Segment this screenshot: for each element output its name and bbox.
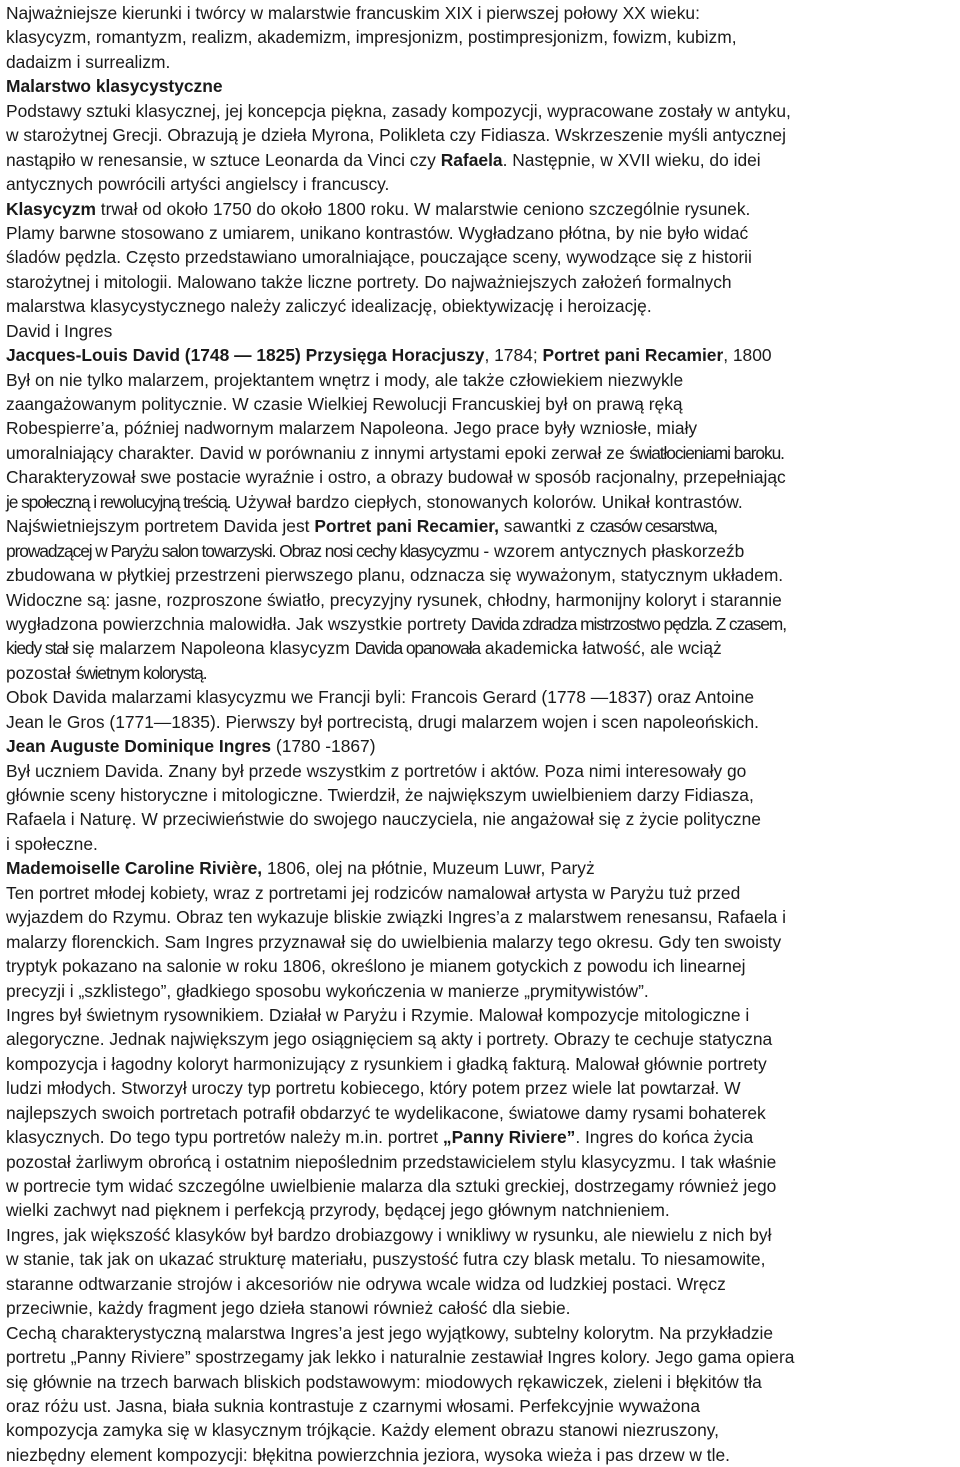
- text-run-condensed: Davida zdradza mistrzostwo pędzla. Z czasem,: [470, 613, 786, 634]
- text-line: [6, 636, 954, 660]
- text-line: oraz różu ust. Jasna, biała suknia kontrastuje z czarnymi włosami. Perfekcyjnie wyważona: [6, 1395, 700, 1416]
- text-line: malarzy florenckich. Sam Ingres przyznawał się do uwielbienia malarzy tego okresu. Gdy ten swoisty: [6, 931, 782, 952]
- bold-run: Jacques-Louis David (1748 — 1825) Przysięga Horacjuszy: [6, 345, 485, 366]
- text-line: przeciwnie, każdy fragment jego dzieła stanowi również całość dla siebie.: [6, 1298, 571, 1319]
- text-line: Robespierre’a, później nadwornym malarzem Napoleona. Jego prace były wzniosłe, miały: [6, 418, 698, 439]
- text-line: Obok Davida malarzami klasycyzmu we Francji byli: Francois Gerard (1778 —1837) oraz Antoine: [6, 687, 755, 708]
- text-line: i społeczne.: [6, 833, 98, 854]
- text-line: głównie sceny historyczne i mitologiczne. Twierdził, że największym uwielbieniem darzy Fidiasza,: [6, 785, 754, 805]
- bold-run: Mademoiselle Caroline Rivière,: [6, 858, 263, 879]
- text-line: [6, 148, 954, 172]
- text-line: malarstwa klasycystycznego należy zaliczyć idealizację, obiektywizację i heroizację.: [6, 296, 652, 317]
- text-run: , 1800: [723, 345, 772, 366]
- text-line: Ingres był świetnym rysownikiem. Działał w Paryżu i Rzymie. Malował kompozycje mitologiczne i: [6, 1004, 750, 1025]
- section-heading-text: Malarstwo klasycystyczne: [6, 76, 223, 97]
- text-line: [6, 490, 954, 514]
- text-run: wygładzona powierzchnia malowidła. Jak wszystkie portrety: [6, 613, 471, 634]
- text-line: wielki zachwyt nad pięknem i perfekcją przyrody, będącej jego głównym natchnieniem.: [6, 1200, 670, 1221]
- text-line: klasycyzm, romantyzm, realizm, akademizm, impresjonizm, postimpresjonizm, fowizm, kubizm,: [6, 27, 737, 48]
- text-run-condensed: kiedy stał: [6, 638, 68, 659]
- bold-run: Portret pani Recamier,: [314, 516, 499, 537]
- text-run: pozostał: [6, 662, 76, 683]
- text-line: [6, 612, 954, 636]
- text-line: Podstawy sztuki klasycznej, jej koncepcja piękna, zasady kompozycji, wypracowane zostały w antyku,: [6, 100, 791, 121]
- text-line: Widoczne są: jasne, rozproszone światło, precyzyjny rysunek, chłodny, harmonijny koloryt i starannie: [6, 589, 782, 610]
- text-run: , 1784;: [484, 345, 543, 366]
- text-run-condensed: czasów cesarstwa,: [589, 516, 718, 537]
- text-line: Charakteryzował swe postacie wyraźnie i ostro, a obrazy budował w sposób racjonalny, przepełniając: [6, 467, 786, 488]
- text-line: Cechą charakterystyczną malarstwa Ingres’a jest jego wyjątkowy, subtelny kolorytm. Na przykładzie: [6, 1322, 774, 1343]
- section-heading: [6, 74, 954, 98]
- artist-heading: [6, 343, 954, 367]
- text-line: [6, 1125, 954, 1149]
- text-run: akademicka łatwość, ale wciąż: [480, 638, 722, 659]
- text-line: w portrecie tym widać szczególne uwielbienie malarza dla sztuki greckiej, dostrzegamy również jego: [6, 1176, 777, 1196]
- text-line: dadaizm i surrealizm.: [6, 51, 171, 72]
- text-run: Używał bardzo ciepłych, stonowanych kolorów. Unikał kontrastów.: [230, 491, 743, 512]
- text-run: 1806, olej na płótnie, Muzeum Luwr, Paryż: [262, 858, 595, 879]
- text-line: ludzi młodych. Stworzył uroczy typ portretu kobiecego, który potem przez wiele lat powtarzał. W: [6, 1078, 741, 1099]
- text-line: Najważniejsze kierunki i twórcy w malarstwie francuskim XIX i pierwszej połowy XX wieku:: [6, 3, 700, 23]
- text-line: pozostał żarliwym obrońcą i ostatnim niepoślednim przedstawicielem stylu klasycyzmu. I tak właśnie: [6, 1151, 777, 1172]
- text-line: alegoryczne. Jednak największym jego osiągnięciem są akty i portrety. Obrazy te cechuje statyczna: [6, 1029, 773, 1050]
- text-run-condensed: Davida opanowała: [354, 638, 481, 659]
- text-line: zbudowana w płytkiej przestrzeni pierwszego planu, odznacza się wyważonym, statycznym układem.: [6, 565, 784, 586]
- text-run: Najświetniejszym portretem Davida jest: [6, 516, 315, 537]
- text-line: Ten portret młodej kobiety, wraz z portretami jej rodziców namalował artysta w Paryżu tuż przed: [6, 882, 741, 903]
- bold-run: „Panny Riviere”: [442, 1127, 576, 1148]
- subsection-heading: David i Ingres: [6, 320, 113, 341]
- text-line: Był uczniem Davida. Znany był przede wszystkim z portretów i aktów. Poza nimi interesowały go: [6, 760, 747, 781]
- artwork-heading: [6, 856, 954, 880]
- text-run: (1780 -1867): [271, 736, 376, 757]
- text-line: antycznych powrócili artyści angielscy i francuscy.: [6, 174, 390, 195]
- text-line: kompozycja i łagodny koloryt harmonizujący z rysunkiem i gładką fakturą. Malował głównie portrety: [6, 1053, 767, 1074]
- text-run: trwał od około 1750 do około 1800 roku. W malarstwie ceniono szczególnie rysunek.: [95, 198, 751, 219]
- text-line: [6, 514, 954, 538]
- text-line: w stanie, tak jak on ukazać strukturę materiału, puszystość futra czy blask metalu. To niesamowite,: [6, 1249, 766, 1270]
- text-run-condensed: światłocieniami baroku.: [629, 442, 784, 463]
- text-line: tryptyk pokazano na salonie w roku 1806, określono je mianem gotyckich z powodu ich linearnej: [6, 956, 746, 977]
- bold-run: Portret pani Recamier: [542, 345, 724, 366]
- text-run: . Następnie, w XVII wieku, do idei: [502, 149, 761, 170]
- text-line: w starożytnej Grecji. Obrazują je dzieła Myrona, Polikleta czy Fidiasza. Wskrzeszenie myśli antycznej: [6, 125, 786, 146]
- bold-run: Jean Auguste Dominique Ingres: [6, 736, 272, 757]
- text-line: kompozycja zamyka się w klasycznym trójkącie. Każdy element obrazu stanowi niezruszony,: [6, 1420, 719, 1441]
- text-line: staranne odtwarzanie strojów i akcesoriów nie odrywa wcale widza od ludzkiej postaci. Wręcz: [6, 1273, 726, 1294]
- artist-heading: [6, 734, 954, 758]
- text-run: - wzorem antycznych płaskorzeźb: [478, 540, 745, 561]
- text-line: [6, 197, 954, 221]
- text-line: [6, 539, 954, 563]
- text-run: nastąpiło w renesansie, w sztuce Leonarda da Vinci czy: [6, 149, 441, 170]
- text-run-condensed: je społeczną i rewolucyjną treścią.: [6, 491, 231, 512]
- text-line: starożytnej i mitologii. Malowano także liczne portrety. Do najważniejszych założeń formalnych: [6, 271, 732, 292]
- text-run-condensed: prowadzącej w Paryżu salon towarzyski. Obraz nosi cechy klasycyzmu: [6, 540, 479, 561]
- text-line: zaangażowanym politycznie. W czasie Wielkiej Rewolucji Francuskiej był on prawą ręką: [6, 394, 683, 414]
- text-line: precyzji i „szklistego”, gładkiego sposobu wykończenia w manierze „prymitywistów”.: [6, 980, 649, 1001]
- text-line: Rafaela i Naturę. W przeciwieństwie do swojego nauczyciela, nie angażował się z życie polityczne: [6, 809, 761, 830]
- text-run: umoralniający charakter. David w porównaniu z innymi artystami epoki zerwał ze: [6, 442, 630, 463]
- bold-run: Klasycyzm: [6, 198, 96, 219]
- text-run: klasycznych. Do tego typu portretów należy m.in. portret: [6, 1127, 443, 1148]
- text-run: sawantki z: [498, 516, 590, 537]
- text-run-condensed: świetnym kolorystą.: [75, 662, 207, 683]
- text-line: Plamy barwne stosowano z umiarem, unikano kontrastów. Wygładzano płótna, by nie było widać: [6, 222, 749, 243]
- text-line: Jean le Gros (1771—1835). Pierwszy był portrecistą, drugi malarzem wojen i scen napoleońskich.: [6, 711, 759, 732]
- text-line: śladów pędzla. Często przedstawiano umoralniające, pouczające sceny, wywodzące się z historii: [6, 247, 752, 268]
- text-line: [6, 441, 954, 465]
- text-line: wyjazdem do Rzymu. Obraz ten wykazuje bliskie związki Ingres’a z malarstwem renesansu, Rafaela i: [6, 907, 786, 928]
- text-line: [6, 661, 954, 685]
- text-line: najlepszych swoich portretach potrafił obdarzyć te wydelikacone, światowe damy rysami bohaterek: [6, 1102, 766, 1123]
- text-line: Był on nie tylko malarzem, projektantem wnętrz i mody, ale także człowiekiem niezwykle: [6, 369, 684, 390]
- text-line: portretu „Panny Riviere” spostrzegamy jak lekko i naturalnie zestawiał Ingres kolory. Jego gama opiera: [6, 1347, 795, 1368]
- text-line: się głównie na trzech barwach bliskich podstawowym: miodowych rękawiczek, zieleni i błękitów tła: [6, 1371, 762, 1392]
- text-run: się malarzem Napoleona klasycyzm: [67, 638, 355, 659]
- bold-run: Rafaela: [440, 149, 503, 170]
- text-line: Ingres, jak większość klasyków był bardzo drobiazgowy i wnikliwy w rysunku, ale niewielu z nich był: [6, 1224, 772, 1245]
- text-line: niezbędny element kompozycji: błękitna powierzchnia jeziora, wysoka wieża i pas drzew w tle.: [6, 1444, 730, 1465]
- text-run: . Ingres do końca życia: [575, 1127, 754, 1148]
